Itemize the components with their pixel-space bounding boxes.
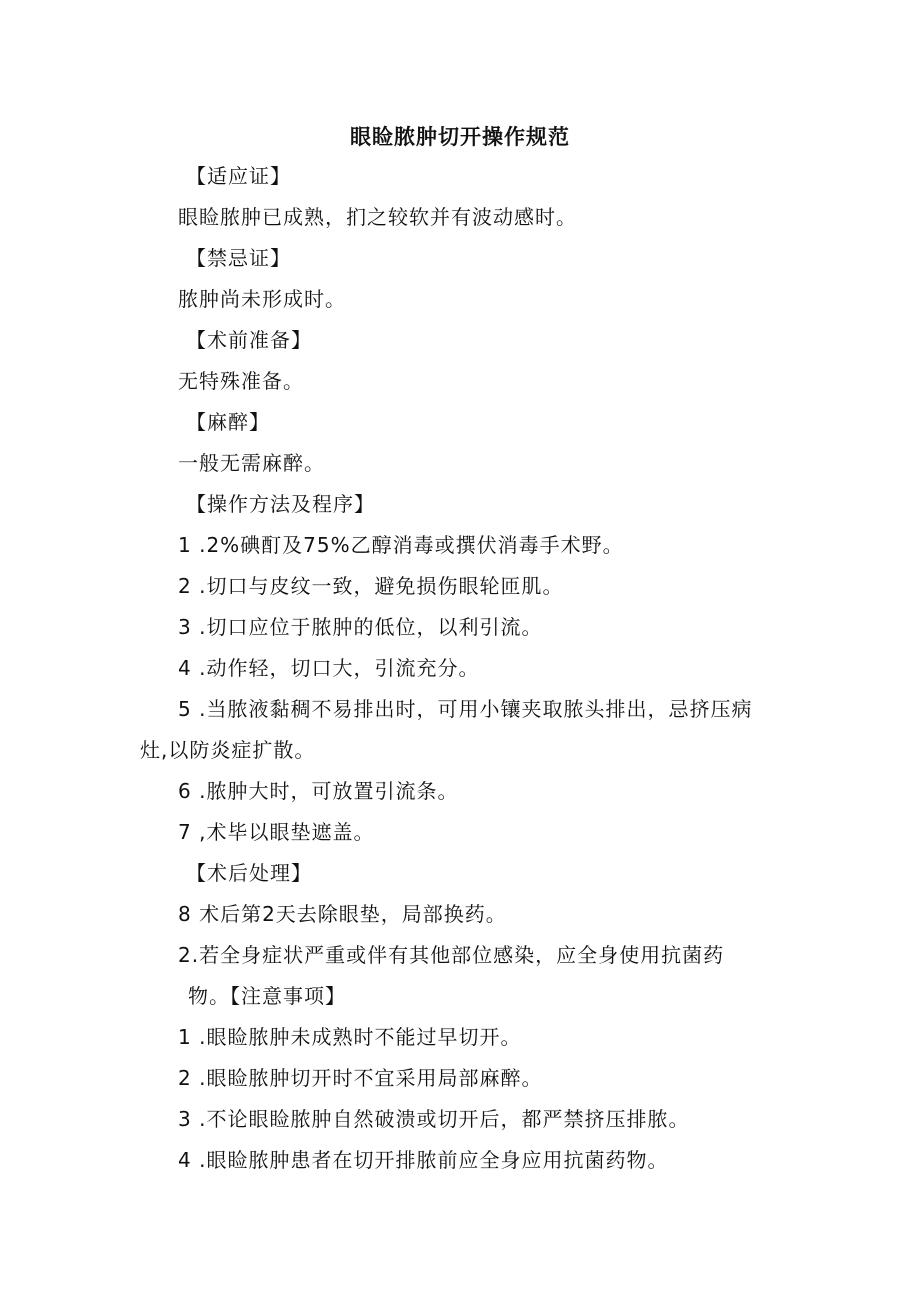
list-item: 6 .脓肿大时，可放置引流条。 — [178, 779, 459, 803]
document-title: 眼睑脓肿切开操作规范 — [350, 125, 570, 149]
list-item: 2.若全身症状严重或伴有其他部位感染，应全身使用抗菌药 — [178, 943, 725, 967]
list-item: 4 .眼睑脓肿患者在切开排脓前应全身应用抗菌药物。 — [178, 1148, 669, 1172]
section-header-indications: 【适应证】 — [186, 164, 291, 188]
list-item: 3 .切口应位于脓肿的低位，以利引流。 — [178, 615, 543, 639]
paragraph-indications: 眼睑脓肿已成熟，扪之较软并有波动感时。 — [178, 205, 577, 229]
paragraph-anesthesia: 一般无需麻醉。 — [178, 451, 325, 475]
list-item-continuation-with-notes-header: 物。【注意事项】 — [188, 984, 346, 1008]
list-item: 3 .不论眼睑脓肿自然破溃或切开后，都严禁挤压排脓。 — [178, 1107, 690, 1131]
list-item: 7 ,术毕以眼垫遮盖。 — [178, 820, 375, 844]
list-item: 4 .动作轻，切口大，引流充分。 — [178, 656, 480, 680]
section-header-preparation: 【术前准备】 — [186, 328, 312, 352]
list-item: 1 .2%碘酊及75%乙醇消毒或撰伏消毒手术野。 — [178, 533, 624, 557]
list-item-continuation: 灶,以防炎症扩散。 — [140, 738, 316, 762]
paragraph-contraindications: 脓肿尚未形成时。 — [178, 287, 346, 311]
list-item: 2 .眼睑脓肿切开时不宜采用局部麻醉。 — [178, 1066, 543, 1090]
list-item: 2 .切口与皮纹一致，避免损伤眼轮匝肌。 — [178, 574, 564, 598]
paragraph-preparation: 无特殊准备。 — [178, 369, 304, 393]
list-item: 5 .当脓液黏稠不易排出时，可用小镶夹取脓头排出，忌挤压病 — [178, 697, 753, 721]
section-header-procedure: 【操作方法及程序】 — [186, 492, 375, 516]
section-header-postop: 【术后处理】 — [186, 861, 312, 885]
list-item: 1 .眼睑脓肿未成熟时不能过早切开。 — [178, 1025, 522, 1049]
section-header-anesthesia: 【麻醉】 — [186, 410, 270, 434]
list-item: 8 术后第2天去除眼垫，局部换药。 — [178, 902, 507, 926]
section-header-contraindications: 【禁忌证】 — [186, 246, 291, 270]
